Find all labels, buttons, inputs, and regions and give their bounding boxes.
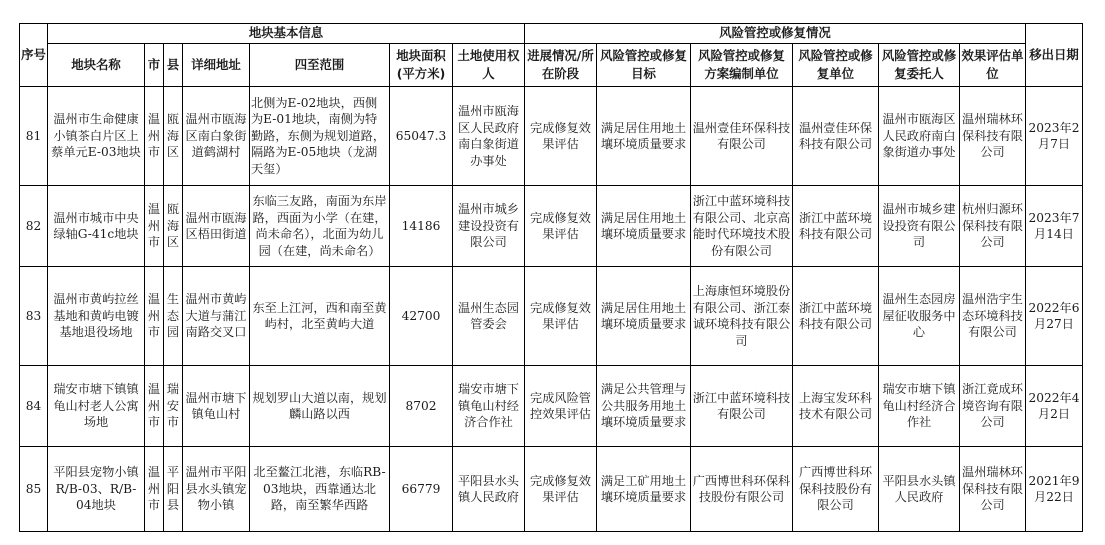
executor: 上海宝发环科技术有限公司 bbox=[793, 366, 879, 447]
city: 温州市 bbox=[145, 186, 164, 267]
removal-date: 2022年6月27日 bbox=[1026, 267, 1083, 366]
bounds: 东临三友路，南面为东岸路，西面为小学（在建，尚未命名），北面为幼儿园（在建，尚未命名） bbox=[250, 186, 390, 267]
evaluator: 温州瑞林环保科技有限公司 bbox=[960, 447, 1026, 532]
row-index: 84 bbox=[20, 366, 48, 447]
area: 14186 bbox=[390, 186, 453, 267]
planner: 浙江中蓝环境科技有限公司 bbox=[691, 366, 793, 447]
planner: 浙江中蓝环境科技有限公司、北京高能时代环境技术股份有限公司 bbox=[691, 186, 793, 267]
row-index: 81 bbox=[20, 87, 48, 186]
col-evaluator-header: 效果评估单位 bbox=[960, 44, 1026, 87]
address: 温州市瓯海区南白象街道鹤湖村 bbox=[183, 87, 250, 186]
row-index: 83 bbox=[20, 267, 48, 366]
site-name: 温州市黄屿拉丝基地和黄屿电镀基地退役场地 bbox=[48, 267, 145, 366]
table-row bbox=[20, 447, 1083, 532]
address: 温州市黄屿大道与蒲江南路交叉口 bbox=[183, 267, 250, 366]
city: 温州市 bbox=[145, 267, 164, 366]
evaluator: 杭州归源环保科技有限公司 bbox=[960, 186, 1026, 267]
col-county-header: 县 bbox=[164, 44, 183, 87]
col-bounds-header: 四至范围 bbox=[250, 44, 390, 87]
bounds: 规划罗山大道以南，规划麟山路以西 bbox=[250, 366, 390, 447]
col-client-header: 风险管控或修复委托人 bbox=[879, 44, 960, 87]
executor: 广西博世科环保科技股份有限公司 bbox=[793, 447, 879, 532]
col-date-header: 移出日期 bbox=[1026, 24, 1083, 87]
col-index-header: 序号 bbox=[20, 24, 48, 87]
evaluator: 温州瑞林环保科技有限公司 bbox=[960, 87, 1026, 186]
client: 平阳县水头镇人民政府 bbox=[879, 447, 960, 532]
col-target-header: 风险管控或修复目标 bbox=[597, 44, 691, 87]
col-executor-header: 风险管控或修复单位 bbox=[793, 44, 879, 87]
col-address-header: 详细地址 bbox=[183, 44, 250, 87]
row-index: 85 bbox=[20, 447, 48, 532]
county: 瓯海区 bbox=[164, 186, 183, 267]
progress: 完成修复效果评估 bbox=[525, 447, 597, 532]
county: 瑞安市 bbox=[164, 366, 183, 447]
group-basic-header: 地块基本信息 bbox=[48, 24, 525, 44]
area: 42700 bbox=[390, 267, 453, 366]
col-owner-header: 土地使用权人 bbox=[453, 44, 525, 87]
bounds: 北至鳌江北港，东临RB-03地块，西靠通达北路，南至繁华西路 bbox=[250, 447, 390, 532]
county: 生态园 bbox=[164, 267, 183, 366]
target: 满足居住用地土壤环境质量要求 bbox=[597, 267, 691, 366]
table-row bbox=[20, 186, 1083, 267]
area: 66779 bbox=[390, 447, 453, 532]
target: 满足居住用地土壤环境质量要求 bbox=[597, 186, 691, 267]
city: 温州市 bbox=[145, 366, 164, 447]
bounds: 北侧为E-02地块，西侧为E-01地块，南侧为特勤路，东侧为规划道路，隔路为E-05地块（龙湖天玺） bbox=[250, 87, 390, 186]
land-owner: 温州市城乡建设投资有限公司 bbox=[453, 186, 525, 267]
target: 满足工矿用地土壤环境质量要求 bbox=[597, 447, 691, 532]
executor: 浙江中蓝环境科技有限公司 bbox=[793, 267, 879, 366]
planner: 广西博世科环保科技股份有限公司 bbox=[691, 447, 793, 532]
client: 瑞安市塘下镇龟山村经济合作社 bbox=[879, 366, 960, 447]
col-planner-header: 风险管控或修复方案编制单位 bbox=[691, 44, 793, 87]
removal-date: 2023年7月14日 bbox=[1026, 186, 1083, 267]
removal-date: 2022年4月2日 bbox=[1026, 366, 1083, 447]
site-table bbox=[19, 23, 1083, 532]
area: 65047.3 bbox=[390, 87, 453, 186]
planner: 温州壹佳环保科技有限公司 bbox=[691, 87, 793, 186]
col-city-header: 市 bbox=[145, 44, 164, 87]
land-owner: 温州市瓯海区人民政府南白象街道办事处 bbox=[453, 87, 525, 186]
land-owner: 温州生态园管委会 bbox=[453, 267, 525, 366]
address: 温州市瓯海区梧田街道 bbox=[183, 186, 250, 267]
county: 平阳县 bbox=[164, 447, 183, 532]
client: 温州市城乡建设投资有限公司 bbox=[879, 186, 960, 267]
progress: 完成修复效果评估 bbox=[525, 267, 597, 366]
bounds: 东至上江河，西和南至黄屿村，北至黄屿大道 bbox=[250, 267, 390, 366]
city: 温州市 bbox=[145, 87, 164, 186]
address: 温州市平阳县水头镇宠物小镇 bbox=[183, 447, 250, 532]
removal-date: 2021年9月22日 bbox=[1026, 447, 1083, 532]
evaluator: 浙江竟成环境咨询有限公司 bbox=[960, 366, 1026, 447]
progress: 完成修复效果评估 bbox=[525, 87, 597, 186]
site-name: 温州市生命健康小镇茶白片区上蔡单元E-03地块 bbox=[48, 87, 145, 186]
target: 满足公共管理与公共服务用地土壤环境质量要求 bbox=[597, 366, 691, 447]
col-progress-header: 进展情况/所在阶段 bbox=[525, 44, 597, 87]
target: 满足居住用地土壤环境质量要求 bbox=[597, 87, 691, 186]
col-area-header: 地块面积(平方米) bbox=[390, 44, 453, 87]
progress: 完成修复效果评估 bbox=[525, 186, 597, 267]
county: 瓯海区 bbox=[164, 87, 183, 186]
group-risk-header: 风险管控或修复情况 bbox=[525, 24, 1026, 44]
client: 温州生态园房屋征收服务中心 bbox=[879, 267, 960, 366]
row-index: 82 bbox=[20, 186, 48, 267]
site-name: 温州市城市中央绿轴G-41c地块 bbox=[48, 186, 145, 267]
executor: 浙江中蓝环境科技有限公司 bbox=[793, 186, 879, 267]
site-name: 瑞安市塘下镇镇龟山村老人公寓场地 bbox=[48, 366, 145, 447]
table-wrapper bbox=[19, 23, 1083, 532]
table-row bbox=[20, 267, 1083, 366]
city: 温州市 bbox=[145, 447, 164, 532]
planner: 上海康恒环境股份有限公司、浙江泰诚环境科技有限公司 bbox=[691, 267, 793, 366]
address: 温州市塘下镇龟山村 bbox=[183, 366, 250, 447]
table-row bbox=[20, 366, 1083, 447]
land-owner: 瑞安市塘下镇龟山村经济合作社 bbox=[453, 366, 525, 447]
area: 8702 bbox=[390, 366, 453, 447]
site-name: 平阳县宠物小镇R/B-03、R/B-04地块 bbox=[48, 447, 145, 532]
table-row bbox=[20, 87, 1083, 186]
evaluator: 温州浩宇生态环境科技有限公司 bbox=[960, 267, 1026, 366]
executor: 温州壹佳环保科技有限公司 bbox=[793, 87, 879, 186]
land-owner: 平阳县水头镇人民政府 bbox=[453, 447, 525, 532]
col-name-header: 地块名称 bbox=[48, 44, 145, 87]
removal-date: 2023年2月7日 bbox=[1026, 87, 1083, 186]
progress: 完成风险管控效果评估 bbox=[525, 366, 597, 447]
client: 温州市瓯海区人民政府南白象街道办事处 bbox=[879, 87, 960, 186]
